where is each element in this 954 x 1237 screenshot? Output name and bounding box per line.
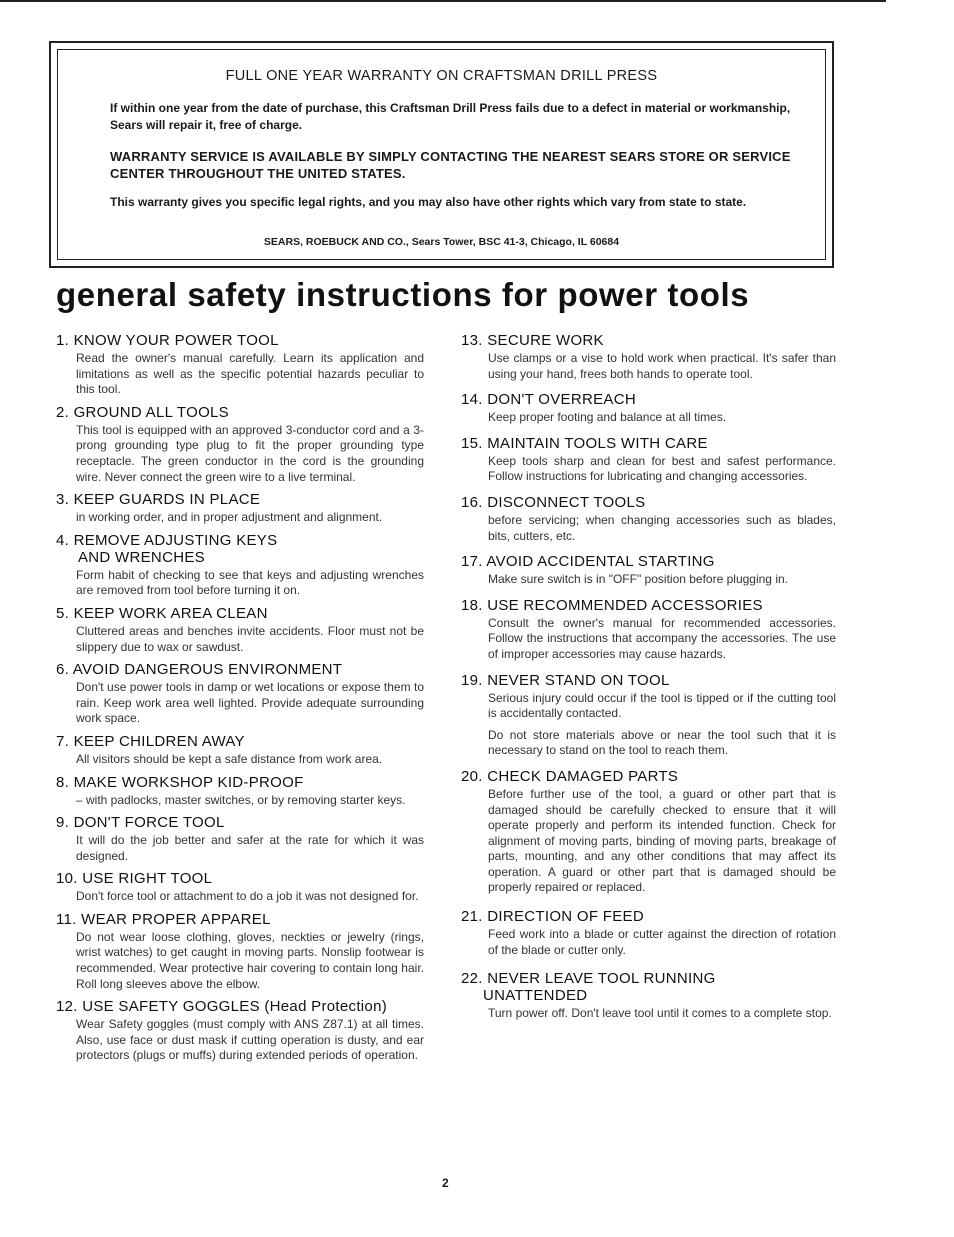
page-number: 2 — [442, 1176, 449, 1190]
safety-item-8 — [56, 774, 424, 809]
safety-item-15 — [461, 435, 836, 485]
safety-item-16 — [461, 494, 836, 544]
warranty-title: FULL ONE YEAR WARRANTY ON CRAFTSMAN DRILL PRESS — [225, 68, 658, 84]
warranty-address: SEARS, ROEBUCK AND CO., Sears Tower, BSC 41-3, Chicago, IL 60684 — [263, 236, 620, 248]
item-body: – with padlocks, master switches, or by removing starter keys. — [76, 792, 406, 807]
item-body: Cluttered areas and benches invite accidents. Floor must not be slippery due to wax or sawdust. — [76, 623, 424, 654]
safety-item-6 — [56, 661, 424, 727]
safety-item-7 — [56, 733, 424, 768]
item-heading: 15. MAINTAIN TOOLS WITH CARE — [461, 434, 708, 452]
item-body-second: Do not store materials above or near the tool such that it is necessary to stand on the tool to reach them. — [488, 727, 836, 758]
safety-item-17 — [461, 553, 836, 588]
safety-item-22 — [461, 970, 836, 1022]
right-column — [461, 332, 836, 1022]
safety-item-19 — [461, 672, 836, 759]
safety-item-18 — [461, 597, 836, 663]
warranty-paragraph-1: If within one year from the date of purchase, this Craftsman Drill Press fails due to a defect in material or workmanship, Sears will repair it, free of charge. — [110, 101, 791, 132]
item-heading: 9. DON'T FORCE TOOL — [56, 814, 225, 832]
item-heading: 3. KEEP GUARDS IN PLACE — [56, 491, 261, 509]
item-body: Keep proper footing and balance at all times. — [488, 410, 727, 425]
item-body: This tool is equipped with an approved 3-conductor cord and a 3-prong grounding type plug to fit the proper grounding type receptacle. The green conductor in the cord is the grounding wire. Never connect the green wire to a live terminal. — [76, 422, 424, 484]
item-heading: 20. CHECK DAMAGED PARTS — [461, 767, 679, 785]
item-heading: 1. KNOW YOUR POWER TOOL — [56, 332, 279, 349]
safety-item-20 — [461, 768, 836, 896]
item-heading-continued: AND WRENCHES — [78, 548, 205, 566]
item-heading: 13. SECURE WORK — [461, 332, 604, 349]
safety-item-10 — [56, 870, 424, 905]
item-body: Wear Safety goggles (must comply with ANS Z87.1) at all times. Also, use face or dust mask if cutting operation is dusty, and ear protectors (plugs or muffs) during extended periods of operation. — [76, 1017, 424, 1063]
item-body: Turn power off. Don't leave tool until it comes to a complete stop. — [488, 1006, 832, 1021]
item-heading: 12. USE SAFETY GOGGLES (Head Protection) — [56, 998, 388, 1016]
safety-item-13 — [461, 332, 836, 382]
item-heading: 21. DIRECTION OF FEED — [461, 908, 644, 926]
warranty-inner-border — [57, 49, 826, 260]
top-rule — [0, 0, 886, 2]
item-heading: 19. NEVER STAND ON TOOL — [461, 671, 670, 689]
warranty-paragraph-2: WARRANTY SERVICE IS AVAILABLE BY SIMPLY CONTACTING THE NEAREST SEARS STORE OR SERVICE CENTER THROUGHOUT THE UNITED STATES. — [110, 149, 791, 181]
safety-item-21 — [461, 908, 836, 958]
item-body: Feed work into a blade or cutter against the direction of rotation of the blade or cutter only. — [488, 927, 836, 957]
item-heading: 18. USE RECOMMENDED ACCESSORIES — [461, 596, 763, 614]
item-body: It will do the job better and safer at the rate for which it was designed. — [76, 833, 424, 863]
item-body: Consult the owner's manual for recommended accessories. Follow the instructions that accompany the accessories. The use of improper accessories may cause hazards. — [488, 615, 836, 661]
item-heading: 2. GROUND ALL TOOLS — [56, 403, 229, 421]
safety-item-4 — [56, 532, 424, 599]
item-body: Make sure switch is in "OFF" position before plugging in. — [488, 572, 788, 587]
item-heading: 8. MAKE WORKSHOP KID-PROOF — [56, 773, 304, 791]
item-heading: 22. NEVER LEAVE TOOL RUNNING — [461, 970, 716, 988]
safety-item-2 — [56, 404, 424, 485]
safety-item-9 — [56, 814, 424, 864]
item-body: in working order, and in proper adjustment and alignment. — [76, 510, 383, 525]
item-body: Before further use of the tool, a guard or other part that is damaged should be carefully checked to ensure that it will operate properly and perform its intended function. Check for alignment of moving parts, binding of moving parts, breakage of parts, mounting, and any other conditions that may affect its operation. A guard or other part that is damaged should be properly repaired or replaced. — [488, 786, 836, 895]
item-heading: 7. KEEP CHILDREN AWAY — [56, 732, 245, 750]
item-heading: 10. USE RIGHT TOOL — [56, 870, 213, 888]
warranty-box — [49, 41, 834, 268]
item-body: Keep tools sharp and clean for best and safest performance. Follow instructions for lubricating and changing accessories. — [488, 453, 836, 484]
item-body: Form habit of checking to see that keys and adjusting wrenches are removed from tool before turning it on. — [76, 567, 424, 598]
page-title: general safety instructions for power tools — [56, 276, 750, 313]
item-heading-continued: UNATTENDED — [483, 987, 588, 1005]
item-body: All visitors should be kept a safe distance from work area. — [76, 751, 383, 766]
safety-item-12 — [56, 998, 424, 1064]
item-body: Use clamps or a vise to hold work when practical. It's safer than using your hand, frees both hands to operate tool. — [488, 351, 836, 381]
safety-item-3 — [56, 491, 424, 526]
safety-item-1 — [56, 332, 424, 398]
item-heading: 6. AVOID DANGEROUS ENVIRONMENT — [56, 661, 343, 679]
item-heading: 5. KEEP WORK AREA CLEAN — [56, 604, 268, 622]
item-body: Don't use power tools in damp or wet locations or expose them to rain. Keep work area well lighted. Provide adequate surrounding work space. — [76, 680, 424, 726]
item-heading: 14. DON'T OVERREACH — [461, 391, 636, 409]
item-heading: 4. REMOVE ADJUSTING KEYS — [56, 531, 278, 549]
item-body: Do not wear loose clothing, gloves, neckties or jewelry (rings, wrist watches) to get caught in moving parts. Nonslip footwear is recommended. Wear protective hair covering to contain long hair. Roll long sleeves above the elbow. — [76, 929, 424, 991]
item-heading: 16. DISCONNECT TOOLS — [461, 493, 646, 511]
item-body: Serious injury could occur if the tool is tipped or if the cutting tool is accidentally contacted. — [488, 690, 836, 721]
item-body: before servicing; when changing accessories such as blades, bits, cutters, etc. — [488, 512, 836, 543]
safety-item-5 — [56, 605, 424, 655]
item-heading: 17. AVOID ACCIDENTAL STARTING — [461, 553, 715, 571]
safety-item-11 — [56, 911, 424, 992]
safety-item-14 — [461, 391, 836, 426]
item-body: Read the owner's manual carefully. Learn its application and limitations as well as the specific potential hazards peculiar to this tool. — [76, 351, 424, 397]
warranty-paragraph-3: This warranty gives you specific legal rights, and you may also have other rights which vary from state to state. — [110, 195, 747, 209]
item-heading: 11. WEAR PROPER APPAREL — [56, 910, 271, 928]
left-column — [56, 332, 424, 1064]
item-body: Don't force tool or attachment to do a job it was not designed for. — [76, 889, 419, 904]
